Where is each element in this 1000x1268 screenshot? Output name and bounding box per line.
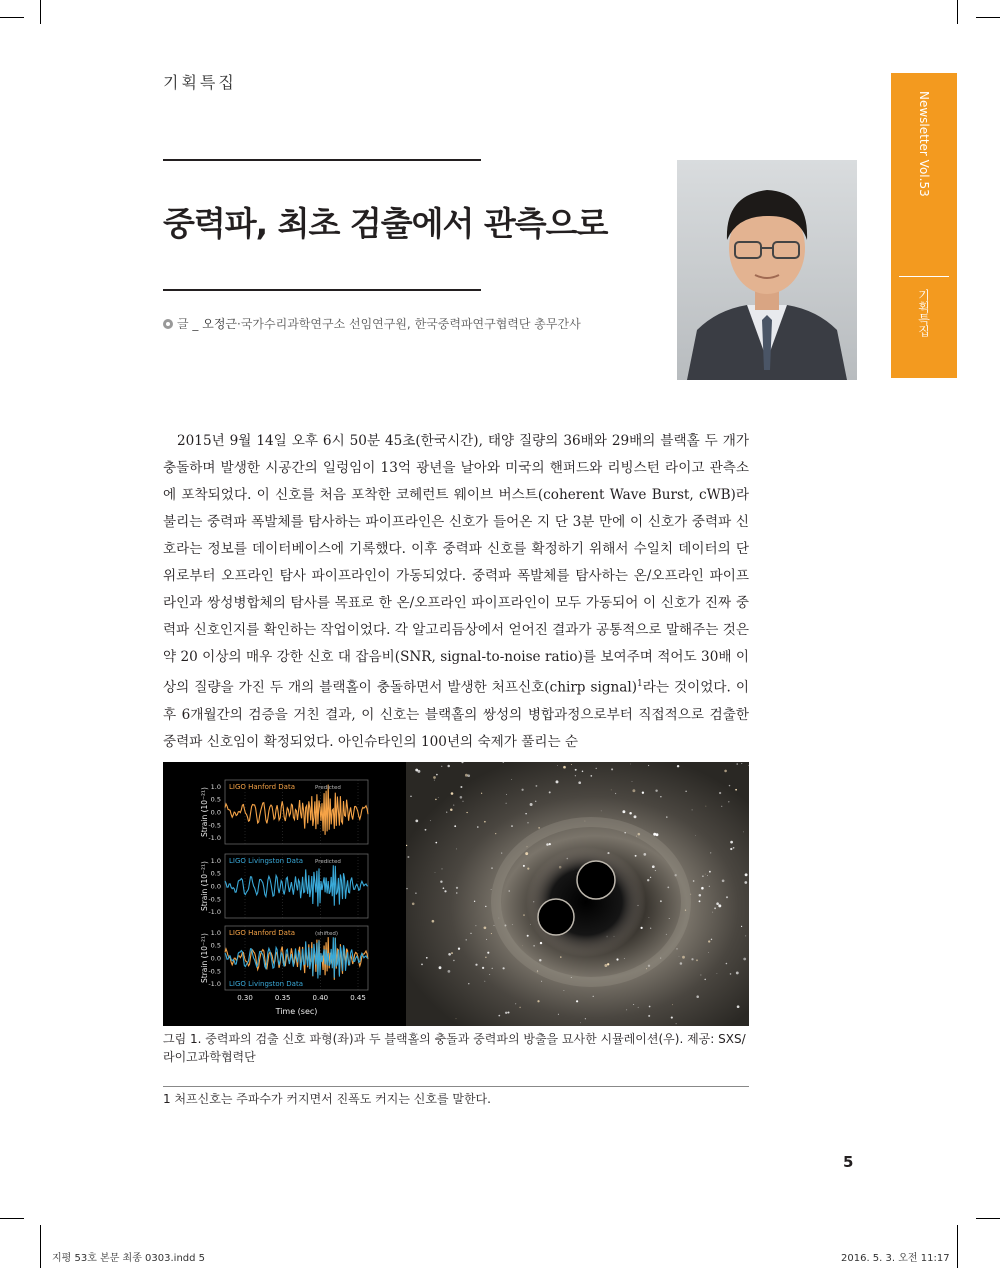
- star: [737, 1005, 740, 1008]
- y-axis-label: Strain (10⁻²¹): [200, 861, 209, 911]
- y-tick-label: -1.0: [208, 980, 221, 989]
- y-tick-label: -1.0: [208, 908, 221, 917]
- panel-tag: Predicted: [315, 785, 341, 791]
- star: [672, 1004, 673, 1005]
- star: [484, 981, 485, 982]
- star: [507, 1011, 509, 1013]
- star: [506, 794, 507, 795]
- star: [635, 855, 637, 857]
- star: [505, 1012, 507, 1014]
- star: [648, 765, 649, 766]
- star: [622, 810, 625, 813]
- star: [736, 971, 739, 974]
- star: [707, 875, 708, 876]
- author-name: 오정근: [202, 317, 238, 331]
- y-axis-label: Strain (10⁻²¹): [200, 787, 209, 837]
- star: [744, 881, 747, 884]
- star: [696, 995, 699, 998]
- panel-tag: (shifted): [315, 931, 339, 937]
- star: [530, 803, 533, 806]
- star: [730, 973, 732, 975]
- star: [451, 792, 454, 795]
- star: [729, 785, 730, 786]
- star: [521, 789, 523, 791]
- star: [434, 780, 435, 781]
- star: [443, 887, 445, 889]
- footnote: 1 처프신호는 주파수가 커지면서 진폭도 커지는 신호를 말한다.: [163, 1092, 491, 1106]
- star: [477, 826, 479, 828]
- x-tick-label: 0.40: [312, 994, 329, 1002]
- star: [719, 792, 721, 794]
- star: [515, 1003, 516, 1004]
- y-tick-label: -1.0: [208, 834, 221, 843]
- star: [693, 880, 695, 882]
- star: [525, 852, 528, 855]
- star: [519, 1007, 521, 1009]
- simulation-svg: [406, 762, 749, 1026]
- star: [527, 935, 529, 937]
- star: [525, 813, 526, 814]
- star: [682, 956, 685, 959]
- star: [596, 768, 597, 769]
- star: [436, 774, 438, 776]
- page-title: 중력파, 최초 검출에서 관측으로: [163, 204, 608, 243]
- star: [557, 765, 558, 766]
- star: [498, 1015, 500, 1017]
- star: [745, 873, 748, 876]
- star: [726, 963, 728, 965]
- star: [492, 968, 493, 969]
- star: [549, 843, 551, 845]
- star: [701, 887, 704, 890]
- star: [448, 970, 451, 973]
- y-tick-label: 1.0: [210, 856, 221, 865]
- star: [575, 769, 577, 771]
- crop-mark: [40, 1225, 41, 1268]
- star: [702, 875, 704, 877]
- star: [571, 764, 572, 765]
- waveform-svg: [163, 762, 406, 1026]
- star: [726, 896, 728, 898]
- star: [710, 852, 711, 853]
- side-tab: [891, 73, 957, 378]
- star: [696, 959, 698, 961]
- star: [616, 958, 618, 960]
- star: [425, 829, 427, 831]
- livingston-overlay-line: [225, 937, 368, 978]
- star: [435, 842, 437, 844]
- star: [435, 799, 437, 801]
- star: [549, 791, 551, 793]
- star: [556, 780, 559, 783]
- star: [736, 763, 738, 765]
- star: [535, 785, 537, 787]
- body-text-part2: 라는 것이었다. 이후 6개월간의 검증을 거친 결과, 이 신호는 블랙홀의 쌍성의 병합과정으로부터 직접적으로 검출한 중력파 신호임이 확정되었다. 아인슈타인의 100년의 숙제가 풀리는 순: [163, 679, 749, 750]
- byline: [163, 315, 581, 332]
- star: [743, 832, 744, 833]
- star: [711, 939, 712, 940]
- print-slug-right: 2016. 5. 3. 오전 11:17: [841, 1253, 950, 1264]
- star: [485, 957, 486, 958]
- blackhole-simulation-image: [406, 762, 749, 1026]
- star: [458, 948, 460, 950]
- star: [546, 843, 549, 846]
- star: [444, 890, 446, 892]
- star: [626, 1009, 627, 1010]
- star: [540, 942, 542, 944]
- author-portrait: [677, 160, 857, 380]
- star: [456, 1018, 457, 1019]
- panel-bottom-title: LIGO Livingston Data: [229, 980, 303, 988]
- star: [485, 906, 486, 907]
- star: [650, 928, 651, 929]
- star: [638, 1007, 639, 1008]
- star: [417, 770, 420, 773]
- star: [582, 771, 584, 773]
- star: [501, 853, 502, 854]
- star: [630, 764, 631, 765]
- star: [709, 871, 711, 873]
- star: [699, 894, 702, 897]
- star: [475, 964, 477, 966]
- y-tick-label: 1.0: [210, 928, 221, 937]
- star: [523, 914, 524, 915]
- star: [691, 958, 693, 960]
- star: [655, 789, 657, 791]
- star: [717, 973, 718, 974]
- star: [456, 887, 458, 889]
- star: [692, 809, 693, 810]
- star: [652, 865, 655, 868]
- star: [407, 856, 409, 858]
- waveform-plot: [163, 762, 406, 1026]
- star: [489, 974, 490, 975]
- star: [666, 816, 667, 817]
- y-tick-label: 0.5: [210, 795, 221, 804]
- star: [743, 958, 746, 961]
- star: [604, 964, 607, 967]
- star: [607, 963, 609, 965]
- star: [466, 939, 467, 940]
- star: [680, 962, 683, 965]
- star: [533, 945, 535, 947]
- star: [611, 768, 613, 770]
- star: [495, 833, 496, 834]
- star: [558, 1014, 559, 1015]
- star: [676, 1023, 677, 1024]
- star: [649, 917, 650, 918]
- bullet-icon: [163, 319, 173, 329]
- star: [475, 925, 476, 926]
- star: [685, 791, 686, 792]
- star: [481, 793, 482, 794]
- star: [491, 889, 492, 890]
- star: [629, 812, 632, 815]
- star: [709, 886, 710, 887]
- star: [708, 952, 709, 953]
- star: [484, 926, 487, 929]
- panel-title: LIGO Livingston Data: [229, 857, 303, 865]
- star: [467, 774, 470, 777]
- star: [575, 775, 576, 776]
- star: [453, 960, 454, 961]
- y-tick-label: 0.5: [210, 869, 221, 878]
- star: [527, 868, 529, 870]
- star: [494, 925, 495, 926]
- star: [633, 1004, 634, 1005]
- star: [415, 820, 418, 823]
- star: [511, 825, 513, 827]
- y-tick-label: -0.5: [208, 821, 221, 830]
- panel-title: LIGO Hanford Data: [229, 929, 295, 937]
- star: [615, 793, 616, 794]
- star: [712, 912, 713, 913]
- star: [441, 766, 442, 767]
- byline-prefix: 글 _: [177, 317, 203, 331]
- star: [468, 983, 469, 984]
- y-tick-label: -0.5: [208, 895, 221, 904]
- star: [439, 966, 442, 969]
- star: [650, 877, 651, 878]
- author-affiliation: ·국가수리과학연구소 선임연구원, 한국중력파연구협력단 총무간사: [237, 317, 581, 331]
- star: [660, 796, 661, 797]
- star: [660, 900, 662, 902]
- footnote-reference[interactable]: 1: [637, 679, 643, 689]
- star: [432, 920, 435, 923]
- print-slug-left: 지평 53호 본문 최종 0303.indd 5: [52, 1253, 206, 1264]
- star: [649, 1006, 651, 1008]
- star: [463, 801, 464, 802]
- star: [666, 934, 667, 935]
- star: [433, 776, 436, 779]
- star: [624, 958, 625, 959]
- tab-divider: [899, 276, 949, 277]
- footnote-rule: [163, 1086, 749, 1087]
- star: [523, 865, 525, 867]
- star: [578, 781, 581, 784]
- star: [695, 835, 696, 836]
- star: [679, 956, 680, 957]
- star: [503, 967, 505, 969]
- star: [539, 959, 541, 961]
- star: [741, 926, 742, 927]
- star: [487, 952, 489, 954]
- y-tick-label: 0.0: [210, 954, 221, 963]
- star: [733, 847, 735, 849]
- star: [491, 933, 492, 934]
- star: [506, 803, 507, 804]
- star: [541, 981, 542, 982]
- star: [486, 939, 487, 940]
- x-axis-label: Time (sec): [275, 1007, 318, 1016]
- section-label: 기획특집: [163, 73, 237, 92]
- page-number: 5: [843, 1153, 854, 1171]
- body-text-part1: 2015년 9월 14일 오후 6시 50분 45초(한국시간), 태양 질량의 36배와 29배의 블랙홀 두 개가 충돌하며 발생한 시공간의 일렁임이 13억 광년을 날아와 미국의 핸퍼드와 리빙스턴 라이고 관측소에 포착되었다. 이 신호를 처음 포착한 코헤런트 웨이브 버스트(coherent Wave Burst, cWB)라 불리는 중력파 폭발체를 탐사하는 파이프라인은 신호가 들어온 지 단 3분 만에 이 신호가 중력파 신호라는 정보를 데이터베이스에 기록했다. 이후 중력파 신호를 확정하기 위해서 수일치 데이터의 단위로부터 오프라인 탐사 파이프라인이 가동되었다. 중력파 폭발체를 탐사하는 온/오프라인 파이프라인과 쌍성병합체의 탐사를 목표로 한 온/오프라인 파이프라인이 모두 가동되어 이 신호가 진짜 중력파 신호인지를 확인하는 작업이었다. 각 알고리듬상에서 얻어진 결과가 공통적으로 말해주는 것은 약 20 이상의 매우 강한 신호 대 잡음비(SNR, signal-to-noise ratio)를 보여주며 적어도 30배 이상의 질량을 가진 두 개의 블랙홀이 충돌하면서 발생한 처프신호(chirp signal): [163, 433, 749, 696]
- star: [430, 820, 431, 821]
- y-tick-label: 0.0: [210, 808, 221, 817]
- star: [705, 874, 706, 875]
- star: [653, 833, 656, 836]
- panel-tag: Predicted: [315, 859, 341, 865]
- x-tick-label: 0.45: [350, 994, 366, 1002]
- star: [465, 774, 468, 777]
- x-tick-label: 0.30: [237, 994, 253, 1002]
- star: [466, 812, 467, 813]
- star: [460, 796, 463, 799]
- star: [671, 1017, 673, 1019]
- star: [632, 789, 635, 792]
- star: [648, 1015, 650, 1017]
- crop-mark: [0, 17, 24, 18]
- star: [721, 806, 722, 807]
- star: [563, 766, 566, 769]
- star: [509, 890, 510, 891]
- star: [482, 967, 484, 969]
- star: [453, 805, 454, 806]
- star: [491, 867, 493, 869]
- star: [580, 1022, 581, 1023]
- star: [412, 903, 415, 906]
- star: [512, 924, 513, 925]
- star: [406, 888, 407, 889]
- crop-mark: [957, 0, 958, 24]
- title-rule-bottom: [163, 289, 481, 291]
- star: [484, 821, 486, 823]
- star: [748, 765, 749, 766]
- star: [454, 825, 456, 827]
- star: [741, 763, 742, 764]
- star: [440, 880, 442, 882]
- star: [735, 789, 737, 791]
- star: [410, 796, 411, 797]
- star: [601, 811, 602, 812]
- figure-caption: 그림 1. 중력파의 검출 신호 파형(좌)과 두 블랙홀의 충돌과 중력파의 방출을 묘사한 시뮬레이션(우). 제공: SXS/라이고과학협력단: [163, 1032, 746, 1064]
- star: [415, 892, 417, 894]
- star: [704, 979, 706, 981]
- y-tick-label: 1.0: [210, 782, 221, 791]
- x-tick-label: 0.35: [274, 994, 291, 1002]
- star: [451, 952, 453, 954]
- star: [450, 809, 453, 812]
- crop-mark: [976, 17, 1000, 18]
- star: [537, 1000, 539, 1002]
- star: [655, 870, 656, 871]
- star: [474, 901, 475, 902]
- star: [421, 964, 423, 966]
- star: [447, 765, 450, 768]
- star: [593, 996, 594, 997]
- star: [426, 957, 428, 959]
- star: [708, 940, 710, 942]
- body-paragraph: [163, 428, 749, 756]
- y-tick-label: 0.0: [210, 882, 221, 891]
- star: [576, 1000, 578, 1002]
- title-rule-top: [163, 159, 481, 161]
- panel-title: LIGO Hanford Data: [229, 783, 295, 791]
- crop-mark: [957, 1225, 958, 1268]
- star: [718, 904, 721, 907]
- star: [448, 953, 451, 956]
- star: [714, 907, 716, 909]
- star: [441, 868, 442, 869]
- star: [538, 827, 539, 828]
- y-tick-label: -0.5: [208, 967, 221, 976]
- portrait-image: [677, 160, 857, 380]
- star: [438, 797, 439, 798]
- star: [456, 848, 457, 849]
- star: [676, 948, 677, 949]
- star: [745, 935, 746, 936]
- star: [724, 770, 727, 773]
- livingston-strain-line: [225, 865, 368, 906]
- star: [677, 765, 679, 767]
- star: [700, 975, 701, 976]
- crop-mark: [0, 1218, 24, 1219]
- star: [669, 918, 670, 919]
- star: [611, 790, 612, 791]
- star: [730, 848, 732, 850]
- star: [527, 822, 528, 823]
- star: [560, 956, 561, 957]
- article-body: [163, 428, 749, 756]
- crop-mark: [976, 1218, 1000, 1219]
- star: [590, 775, 592, 777]
- y-tick-label: 0.5: [210, 941, 221, 950]
- star: [511, 779, 512, 780]
- star: [535, 801, 536, 802]
- star: [634, 815, 637, 818]
- star: [699, 900, 701, 902]
- y-axis-label: Strain (10⁻²¹): [200, 933, 209, 983]
- star: [728, 801, 729, 802]
- star: [716, 902, 719, 905]
- star: [435, 872, 436, 873]
- star: [470, 933, 471, 934]
- star: [456, 892, 457, 893]
- star: [642, 792, 644, 794]
- figure: [163, 762, 749, 1026]
- crop-mark: [40, 0, 41, 24]
- hanford-strain-line: [225, 785, 368, 835]
- tab-section: 기획특집: [916, 289, 931, 337]
- newsletter-volume: Newsletter Vol.53: [917, 91, 931, 197]
- star: [647, 879, 649, 881]
- star: [530, 924, 531, 925]
- star: [722, 879, 725, 882]
- star: [460, 786, 462, 788]
- star: [563, 990, 564, 991]
- star: [706, 806, 707, 807]
- star: [667, 886, 669, 888]
- star: [446, 812, 447, 813]
- star: [730, 841, 733, 844]
- star: [640, 927, 642, 929]
- star: [585, 1018, 586, 1019]
- star: [643, 853, 646, 856]
- star: [522, 945, 523, 946]
- star: [632, 781, 633, 782]
